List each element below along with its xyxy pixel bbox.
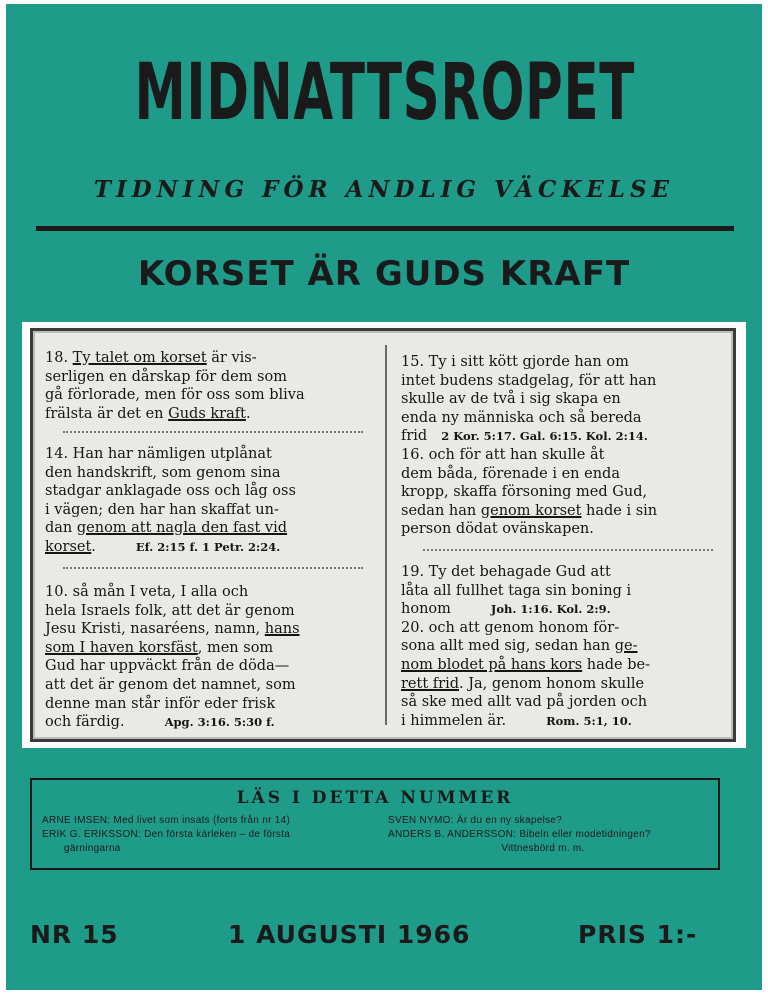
verse-line: nom blodet på hans kors hade be- <box>401 656 651 673</box>
verse-line: dem båda, förenade i en enda <box>401 465 620 482</box>
verse-reference: Ef. 2:15 f. 1 Petr. 2:24. <box>135 539 281 554</box>
verse-line: 15. Ty i sitt kött gjorde han om <box>401 354 629 370</box>
contents-box <box>30 778 720 870</box>
issue-price: PRIS 1:- <box>578 920 698 949</box>
contents-entry: ARNE IMSEN: Med livet som insats (forts från nr 14) <box>42 815 291 826</box>
contents-right-column <box>388 814 698 856</box>
verse-kol-1-19 <box>401 563 650 730</box>
verse-reference: Rom. 5:1, 10. <box>546 713 632 728</box>
verse-line: 19. Ty det behagade Gud att <box>401 564 611 580</box>
verse-line: hela Israels folk, att det är genom <box>45 602 295 619</box>
verse-line: 18. Ty talet om korset är vis- <box>45 350 257 366</box>
scripture-clipping <box>30 328 736 742</box>
verse-line: och färdig. Apg. 3:16. 5:30 f. <box>45 714 275 731</box>
verse-ef-2-15 <box>401 353 657 539</box>
verse-separator <box>63 567 363 569</box>
issue-number: NR 15 <box>30 920 119 949</box>
verse-line: dan genom att nagla den fast vid <box>45 520 288 537</box>
verse-line: 16. och för att han skulle åt <box>401 446 605 463</box>
contents-entry: SVEN NYMO: Är du en ny skapelse? <box>388 815 563 826</box>
verse-line: att det är genom det namnet, som <box>45 676 296 693</box>
verse-line: person dödat ovänskapen. <box>401 521 594 538</box>
verse-line: den handskrift, som genom sina <box>45 464 281 481</box>
issue-date: 1 AUGUSTI 1966 <box>228 920 471 949</box>
verse-line: denne man står inför eder frisk <box>45 695 276 712</box>
verse-separator <box>423 549 713 551</box>
verse-kol-2-14 <box>45 445 296 557</box>
verse-line: 10. så mån I veta, I alla och <box>45 584 249 600</box>
verse-reference: 2 Kor. 5:17. Gal. 6:15. Kol. 2:14. <box>441 429 648 444</box>
verse-line: skulle av de två i sig skapa en <box>401 391 621 408</box>
verse-line: honom Joh. 1:16. Kol. 2:9. <box>401 601 611 618</box>
verse-line: stadgar anklagade oss och låg oss <box>45 483 296 500</box>
verse-line: låta all fullhet taga sin boning i <box>401 582 632 599</box>
verse-reference: Apg. 3:16. 5:30 f. <box>164 715 275 730</box>
contents-entry: ANDERS B. ANDERSSON: Bibeln eller modetidningen? <box>388 829 651 840</box>
contents-entry: ERIK G. ERIKSSON: Den första kärleken – de första <box>42 829 291 840</box>
verse-line: frälsta är det en Guds kraft. <box>45 405 251 422</box>
divider-rule <box>36 226 734 231</box>
verse-separator <box>63 431 363 433</box>
contents-entry: Vittnesbörd m. m. <box>501 843 585 854</box>
verse-line: i vägen; den har han skaffat un- <box>45 501 279 518</box>
verse-line: 20. och att genom honom för- <box>401 619 620 636</box>
verse-reference: Joh. 1:16. Kol. 2:9. <box>490 602 611 617</box>
masthead-title: MIDNATTSROPET <box>134 48 636 138</box>
cover-headline: KORSET ÄR GUDS KRAFT <box>137 254 631 294</box>
verse-apg-4-10 <box>45 583 300 732</box>
verse-line: serligen en dårskap för dem som <box>45 368 287 385</box>
verse-line: Jesu Kristi, nasaréens, namn, hans <box>45 621 300 638</box>
verse-line: korset. Ef. 2:15 f. 1 Petr. 2:24. <box>45 538 281 555</box>
verse-line: intet budens stadgelag, för att han <box>401 372 657 389</box>
clipping-photo <box>22 322 746 748</box>
verse-line: 14. Han har nämligen utplånat <box>45 446 272 462</box>
verse-line: Gud har uppväckt från de döda— <box>45 658 290 675</box>
contents-title: LÄS I DETTA NUMMER <box>236 788 514 808</box>
verse-1-kor-1-18 <box>45 349 305 423</box>
verse-line: gå förlorade, men för oss som bliva <box>45 387 305 404</box>
verse-line: sona allt med sig, sedan han ge- <box>401 638 638 655</box>
verse-line: frid 2 Kor. 5:17. Gal. 6:15. Kol. 2:14. <box>401 428 648 445</box>
contents-entry: gärningarna <box>64 843 121 854</box>
verse-line: enda ny människa och så bereda <box>401 409 642 426</box>
verse-line: så ske med allt vad på jorden och <box>401 694 648 711</box>
verse-line: rett frid. Ja, genom honom skulle <box>401 675 645 692</box>
masthead-subtitle: TIDNING FÖR ANDLIG VÄCKELSE <box>93 176 675 203</box>
contents-left-column <box>42 814 290 856</box>
verse-line: kropp, skaffa försoning med Gud, <box>401 484 648 501</box>
verse-line: sedan han genom korset hade i sin <box>401 502 658 519</box>
column-divider <box>385 345 387 725</box>
verse-line: som I haven korsfäst, men som <box>45 639 274 656</box>
verse-line: i himmelen är. Rom. 5:1, 10. <box>401 712 632 729</box>
